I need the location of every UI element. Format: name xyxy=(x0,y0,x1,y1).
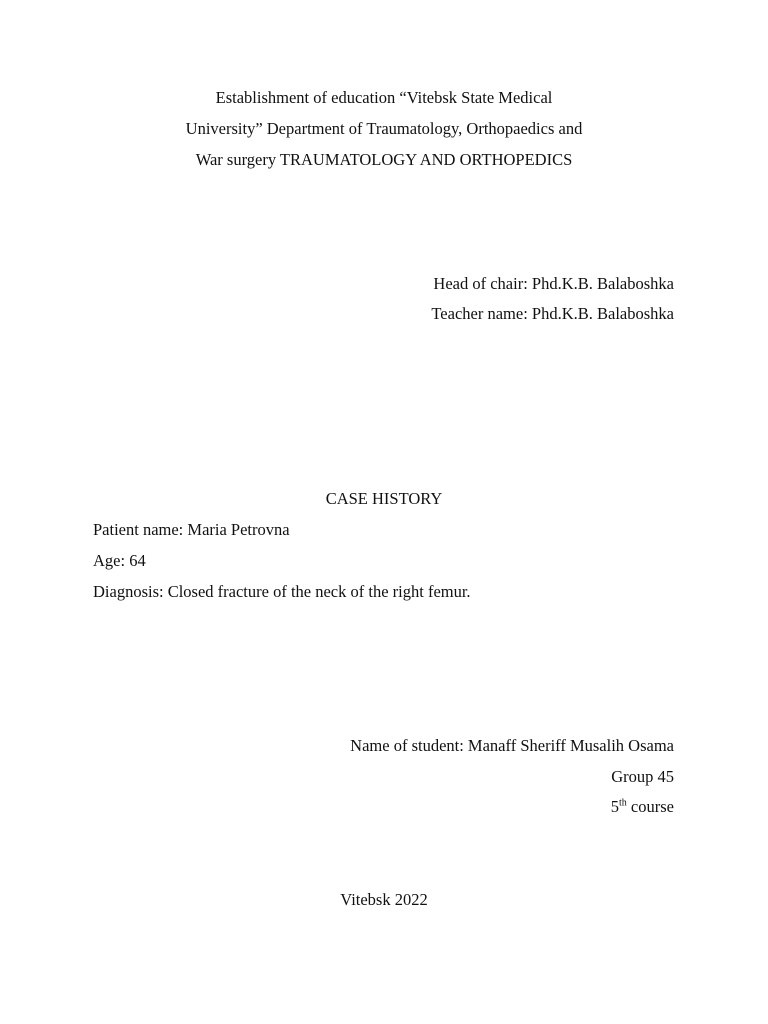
student-group: Group 45 xyxy=(611,767,674,786)
institution-line-2: University” Department of Traumatology, Orthopaedics and xyxy=(185,119,583,138)
course-label: course xyxy=(626,797,674,816)
patient-name: Patient name: Maria Petrovna xyxy=(93,520,290,539)
course-number: 5 xyxy=(610,797,620,816)
teacher-name: Teacher name: Phd.K.B. Balaboshka xyxy=(431,304,674,323)
course-suffix: th xyxy=(619,797,627,809)
diagnosis: Diagnosis: Closed fracture of the neck of the right femur. xyxy=(93,582,471,601)
place-year: Vitebsk 2022 xyxy=(340,890,428,909)
institution-line-1: Establishment of education “Vitebsk State Medical xyxy=(215,88,553,107)
student-name: Name of student: Manaff Sheriff Musalih Osama xyxy=(350,736,674,755)
patient-age: Age: 64 xyxy=(93,551,146,570)
institution-line-3: War surgery TRAUMATOLOGY AND ORTHOPEDICS xyxy=(195,150,573,169)
case-history-title: CASE HISTORY xyxy=(325,489,443,508)
student-course xyxy=(611,797,674,817)
head-of-chair: Head of chair: Phd.K.B. Balaboshka xyxy=(433,274,674,293)
